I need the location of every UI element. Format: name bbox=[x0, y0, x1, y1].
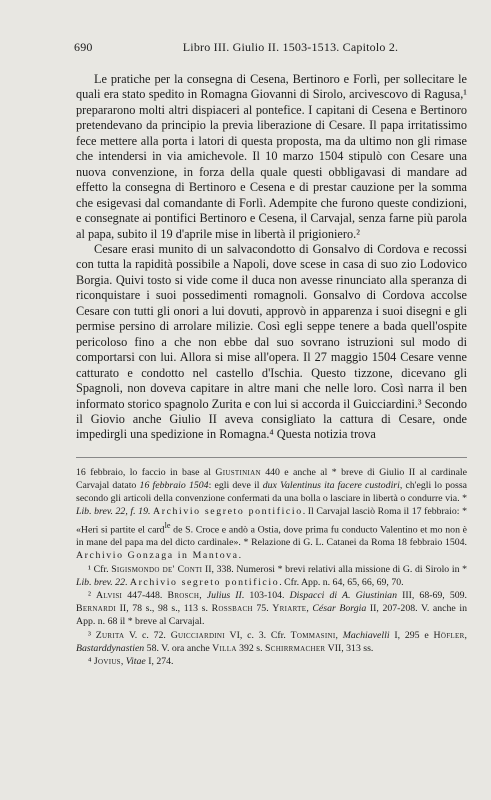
note-text: de S. Croce e andò a Ostia, dove prima fu conducto Valentino et mo non è in mane del papa ma del dicto cardinale». * Relazione di G. L. Catanei da Roma 18 febbraio 1504. bbox=[76, 523, 468, 549]
archive-name: Archivio segreto pontificio bbox=[129, 576, 280, 588]
note-text: : egli deve il bbox=[208, 480, 263, 492]
author-name: Sigismondo de' Conti bbox=[111, 563, 203, 575]
footnote-2 bbox=[76, 589, 467, 629]
note-text: 440 e anche al * breve di Giulio II al cardinale Carvajal datato bbox=[76, 466, 467, 492]
note-text: VI, c. 3. Cfr. bbox=[224, 629, 291, 641]
note-text: II, 338. Numerosi * brevi relativi alla missione di G. di Sirolo in * bbox=[202, 563, 468, 575]
footnote-4 bbox=[76, 655, 467, 668]
note-italic: Lib. brev. 22, f. 19. bbox=[76, 506, 151, 518]
note-text: ³ bbox=[88, 629, 96, 641]
author-name: Zurita bbox=[95, 629, 125, 641]
note-text: V. c. 72. bbox=[124, 629, 171, 641]
note-text: . 103-104. bbox=[241, 589, 290, 601]
note-text: . Il Carvajal lasciò Roma il 17 febbraio: * «Heri si partite el card bbox=[76, 506, 468, 535]
note-text: . Cfr. App. n. 64, 65, 66, 69, 70. bbox=[279, 576, 404, 588]
author-name: Villa bbox=[212, 642, 237, 654]
note-text: 75. bbox=[252, 603, 273, 615]
running-header bbox=[74, 40, 467, 56]
latin-quote: dux Valentinus ita facere custodiri bbox=[262, 480, 400, 492]
note-text: ⁴ bbox=[88, 655, 94, 667]
note-text: , bbox=[199, 589, 207, 601]
author-name: Guicciardini bbox=[170, 629, 225, 641]
note-text: , bbox=[120, 655, 126, 667]
running-title: Libro III. Giulio II. 1503-1513. Capitolo 2. bbox=[182, 40, 399, 54]
author-name: Höfler bbox=[433, 629, 465, 641]
footnotes bbox=[76, 466, 467, 668]
footnote-continuation bbox=[76, 466, 467, 563]
note-text: 16 febbraio, lo faccio in base al bbox=[76, 466, 216, 478]
note-text: 447-448. bbox=[122, 589, 168, 601]
note-text: I, 295 e bbox=[389, 629, 434, 641]
author-name: Alvisi bbox=[96, 589, 123, 601]
author-name: Giustinian bbox=[215, 466, 261, 478]
note-text: , bbox=[335, 629, 343, 641]
note-text: . bbox=[124, 576, 130, 588]
note-italic: Lib. brev. 22 bbox=[76, 576, 125, 588]
main-text bbox=[76, 72, 467, 443]
author-name: Rossbach bbox=[211, 603, 253, 615]
footnote-1 bbox=[76, 563, 467, 589]
note-text: II, 207-208. V. anche in App. n. 68 il * breve al Carvajal. bbox=[76, 603, 467, 628]
superscript: le bbox=[164, 520, 171, 530]
author-name: Tommasini bbox=[290, 629, 336, 641]
note-italic: Vitae bbox=[125, 655, 146, 667]
note-text: I, 274. bbox=[145, 655, 174, 667]
note-text: 58. V. ora anche bbox=[144, 642, 213, 654]
note-text: , bbox=[306, 603, 313, 615]
footnote-rule bbox=[76, 457, 467, 458]
note-italic: 16 febbraio 1504 bbox=[139, 480, 209, 492]
author-name: Schirrmacher bbox=[264, 642, 326, 654]
note-italic: César Borgia bbox=[312, 603, 367, 615]
archive-name: Archivio segreto pontificio bbox=[153, 506, 303, 518]
note-text: VII, 313 ss. bbox=[325, 642, 374, 654]
note-text: . bbox=[238, 550, 242, 562]
note-text: II, 78 s., 98 s., 113 s. bbox=[116, 603, 212, 615]
note-italic: Bastarddynastien bbox=[76, 642, 145, 654]
page-number: 690 bbox=[74, 40, 93, 54]
note-text: , ch'egli lo possa secondo gli articoli della convenzione confermati da una bolla o lasciare in libertà o condurre via. * bbox=[76, 480, 468, 505]
note-italic: Machiavelli bbox=[342, 629, 390, 641]
note-text: 392 s. bbox=[236, 642, 265, 654]
note-italic: Julius II bbox=[206, 589, 242, 601]
author-name: Yriarte bbox=[272, 603, 307, 615]
author-name: Bernardi bbox=[76, 603, 117, 615]
note-text: III, 68-69, 509. bbox=[396, 589, 467, 601]
paragraph: Le pratiche per la consegna di Cesena, Bertinoro e Forlì, per sollecitare le quali era stato spedito in Romagna Giovanni di Sirolo, arcivescovo di Ragusa,¹ prepararono molti altri dispiaceri al pontefice. I capitani di Cesena e Bertinoro pretendevano da principio la previa liberazione di Cesare. Il papa irritatissimo fece mettere alla porta i latori di questa proposta, ma da ultimo non gli rimase che intendersi in via amichevole. Il 10 marzo 1504 stipulò con Cesare una nuova convenzione, in forza della quale questi obbligavasi di mandare ad effetto la consegna di Bertinoro e Cesena e di prestar cauzione per la somma che esigevasi dal comandante di Forlì. Adempite che furono queste condizioni, e consegnate ai pontifici Bertinoro e Cesena, il Carvajal, senza farne più parola al papa, subito il 19 d'aprile mise in libertà il prigioniero.² bbox=[76, 72, 467, 241]
author-name: Brosch bbox=[167, 589, 200, 601]
footnote-3 bbox=[76, 629, 467, 655]
note-text: , bbox=[464, 629, 467, 641]
note-text: ² bbox=[88, 589, 97, 601]
author-name: Jovius bbox=[93, 655, 121, 667]
archive-name: Archivio Gonzaga in Mantova bbox=[76, 550, 239, 562]
note-italic: Dispacci di A. Giustinian bbox=[289, 589, 397, 601]
note-text: ¹ Cfr. bbox=[88, 563, 112, 575]
paragraph: Cesare erasi munito di un salvacondotto di Gonsalvo di Cordova e recossi con tutta la rapidità possibile a Napoli, dove scese in casa di suo zio Lodovico Borgia. Quivi tosto si vide come il duca non avesse rinunciato alla speranza di riconquistare i suoi possedimenti romagnoli. Gonsalvo di Cordova accolse Cesare con tutti gli onori a lui dovuti, approvò in apparenza i suoi disegni e gli permise persino di arrolare milizie. Così egli seppe tenere a bada quell'ospite pericoloso fino a che non ebbe dal suo sovrano istruzioni sul modo di comportarsi con lui. Allora si mise all'opera. Il 27 maggio 1504 Cesare venne catturato e condotto nel castello d'Ischia. Questo tizzone, dicevano gli Spagnoli, non doveva capitare in altre mani che nelle loro. Così narra il ben informato storico spagnolo Zurita e con lui si accorda il Guicciardini.³ Secondo il Giovio anche Giulio II aveva consigliato la cattura di Cesare, onde impedirgli una spedizione in Romagna.⁴ Questa notizia trova bbox=[76, 241, 467, 442]
